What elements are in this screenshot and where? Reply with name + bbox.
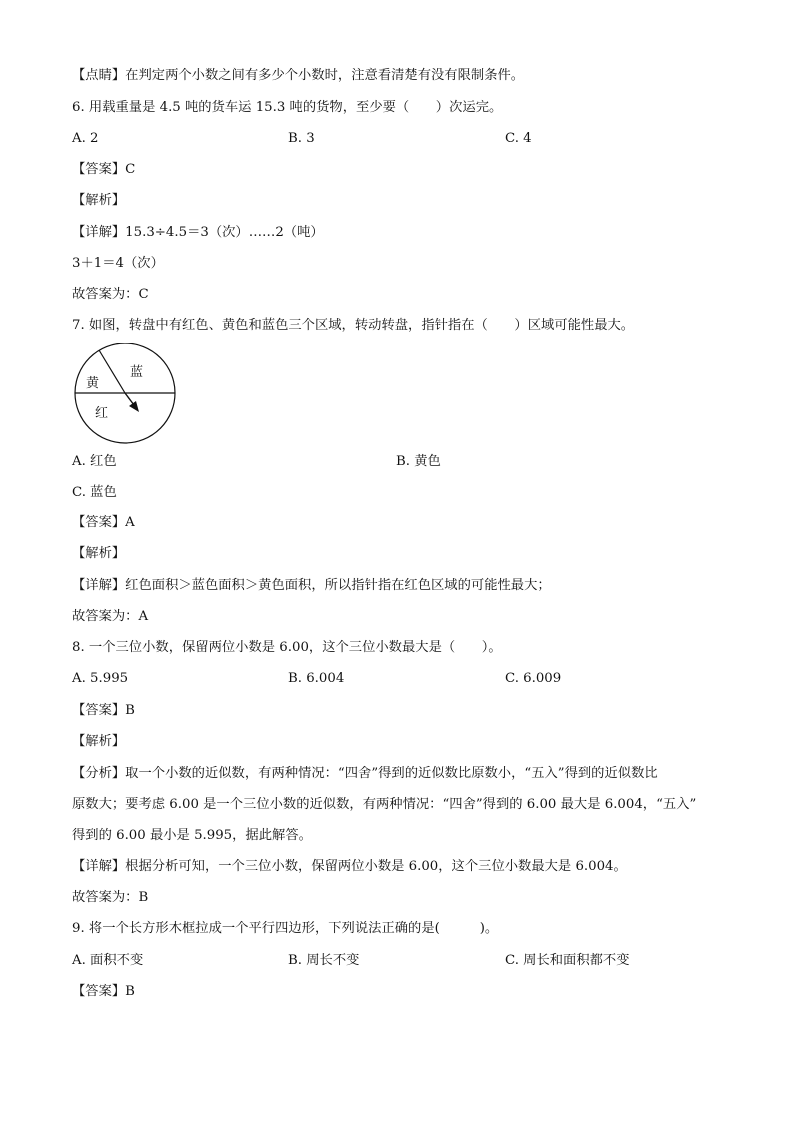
region-label-blue: 蓝 bbox=[130, 365, 144, 380]
q7-analysis-label: 【解析】 bbox=[72, 546, 126, 561]
spinner-figure bbox=[70, 343, 182, 445]
q7-detail: 【详解】红色面积＞蓝色面积＞黄色面积，所以指针指在红色区域的可能性最大； bbox=[72, 578, 551, 593]
q6-detail: 【详解】15.3÷4.5＝3（次）……2（吨） bbox=[72, 225, 324, 240]
q6-answer: 【答案】C bbox=[72, 162, 136, 177]
q6-calc: 3＋1＝4（次） bbox=[72, 256, 164, 271]
q9-answer: 【答案】B bbox=[72, 984, 135, 999]
question-9: 9. 将一个长方形木框拉成一个平行四边形，下列说法正确的是( )。 bbox=[72, 921, 499, 936]
question-8: 8. 一个三位小数，保留两位小数是 6.00，这个三位小数最大是（ ）。 bbox=[72, 640, 502, 655]
q6-final: 故答案为：C bbox=[72, 287, 149, 302]
q8-reasoning-line-3: 得到的 6.00 最小是 5.995，据此解答。 bbox=[72, 828, 312, 843]
q6-option-b: B. 3 bbox=[288, 131, 315, 146]
q7-final: 故答案为：A bbox=[72, 609, 149, 624]
q8-final: 故答案为：B bbox=[72, 890, 149, 905]
q8-reasoning-line-1: 【分析】取一个小数的近似数，有两种情况：“四舍”得到的近似数比原数小，“五入”得到的近似数比 bbox=[72, 766, 658, 781]
q9-option-b: B. 周长不变 bbox=[288, 953, 360, 968]
q7-option-b: B. 黄色 bbox=[396, 454, 441, 469]
region-label-yellow: 黄 bbox=[86, 376, 100, 391]
question-6: 6. 用载重量是 4.5 吨的货车运 15.3 吨的货物，至少要（ ）次运完。 bbox=[72, 100, 503, 115]
q8-option-c: C. 6.009 bbox=[505, 671, 562, 686]
spinner-divider-diagonal bbox=[99, 350, 125, 393]
q7-answer: 【答案】A bbox=[72, 515, 135, 530]
q6-analysis-label: 【解析】 bbox=[72, 193, 126, 208]
q8-reasoning-line-2: 原数大；要考虑 6.00 是一个三位小数的近似数，有两种情况：“四舍”得到的 6.00 最大是 6.004，“五入” bbox=[72, 797, 697, 812]
q9-option-c: C. 周长和面积都不变 bbox=[505, 953, 630, 968]
q7-option-c: C. 蓝色 bbox=[72, 485, 117, 500]
q7-option-a: A. 红色 bbox=[72, 454, 117, 469]
q8-option-b: B. 6.004 bbox=[288, 671, 345, 686]
q8-option-a: A. 5.995 bbox=[72, 671, 129, 686]
region-label-red: 红 bbox=[95, 406, 109, 421]
q6-option-a: A. 2 bbox=[72, 131, 99, 146]
q9-option-a: A. 面积不变 bbox=[72, 953, 144, 968]
note-line: 【点睛】在判定两个小数之间有多少个小数时，注意看清楚有没有限制条件。 bbox=[72, 68, 525, 83]
spinner-pointer bbox=[125, 393, 134, 405]
q8-detail: 【详解】根据分析可知，一个三位小数，保留两位小数是 6.00，这个三位小数最大是 6.004。 bbox=[72, 859, 627, 874]
q8-analysis-label: 【解析】 bbox=[72, 734, 126, 749]
q6-option-c: C. 4 bbox=[505, 131, 532, 146]
question-7: 7. 如图，转盘中有红色、黄色和蓝色三个区域，转动转盘，指针指在（ ）区域可能性最大。 bbox=[72, 318, 635, 333]
q8-answer: 【答案】B bbox=[72, 703, 135, 718]
spinner-pointer-arrowhead bbox=[129, 401, 139, 412]
